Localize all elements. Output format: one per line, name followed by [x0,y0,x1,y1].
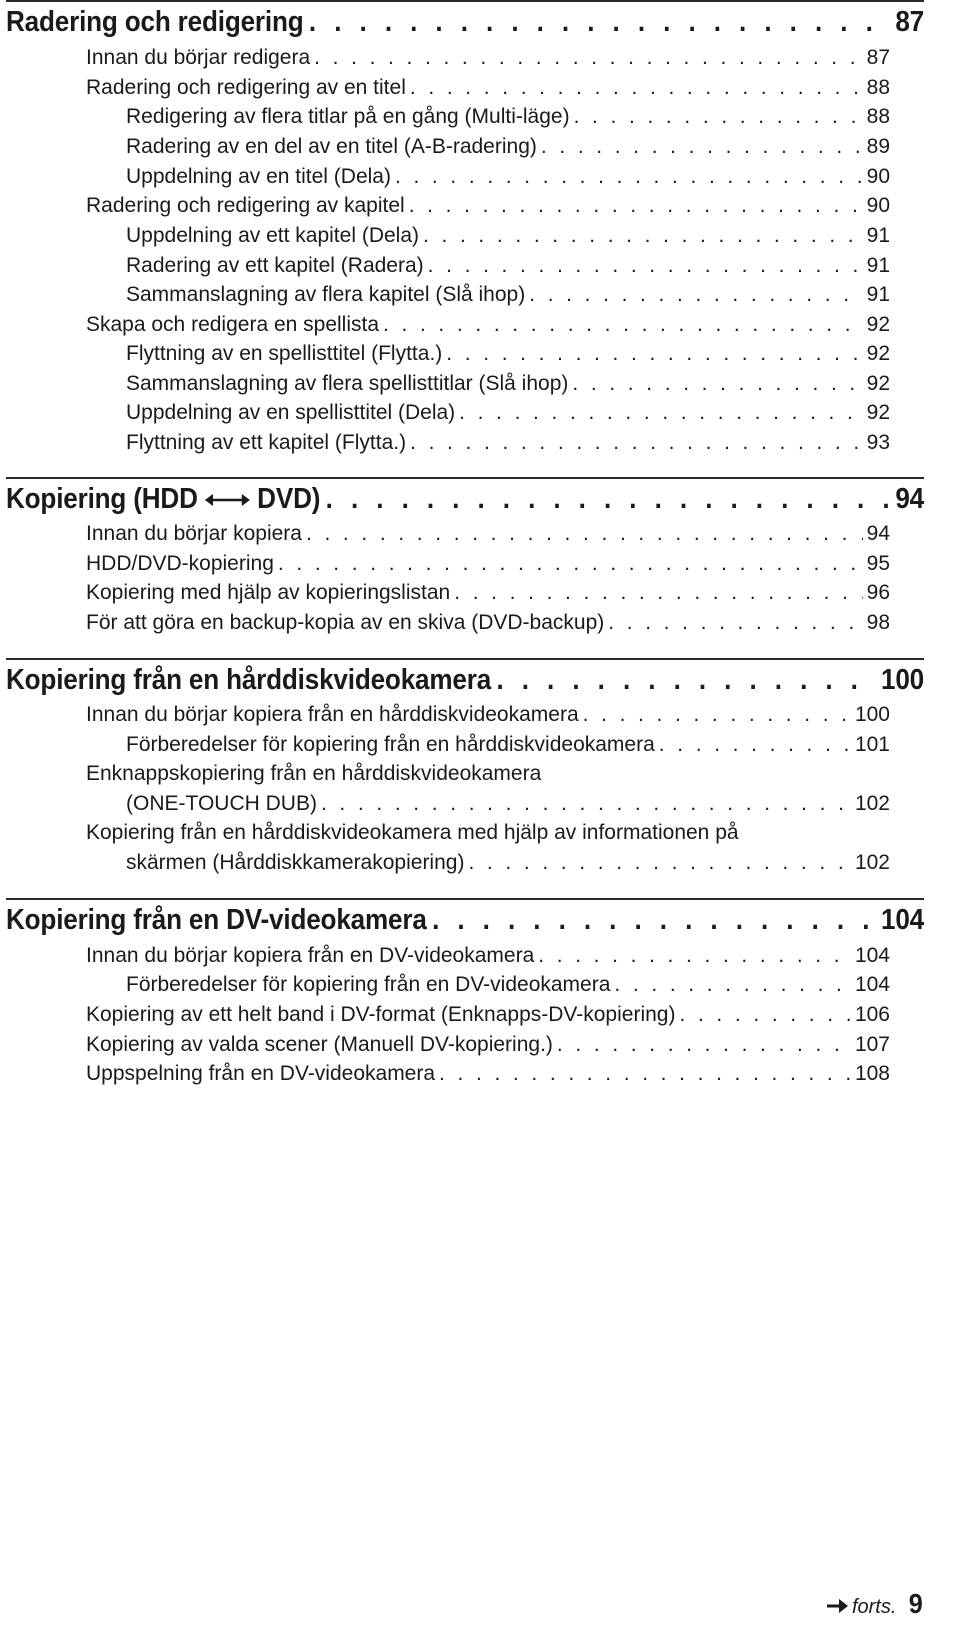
toc-entry[interactable] [86,194,890,224]
entry-page: 88 [866,105,890,128]
continued-label: forts. [851,1596,897,1618]
toc-entry[interactable] [86,1033,890,1063]
page-number: 9 [909,1588,924,1619]
entry-page: 93 [866,431,890,454]
toc-entry[interactable] [86,76,890,106]
dot-leader [314,46,862,70]
dot-leader [278,552,863,576]
toc-entry[interactable] [86,1062,890,1092]
entry-text: Uppspelning från en DV-videokamera [86,1062,436,1085]
entry-page: 96 [866,581,890,604]
entry-page: 90 [866,194,890,217]
entry-page: 87 [866,46,890,69]
section-page: 104 [880,904,924,936]
entry-page: 104 [854,944,890,967]
entry-page: 91 [866,254,890,277]
dot-leader [574,105,863,129]
entry-page: 104 [854,973,890,996]
toc-entry-first-line[interactable] [86,821,890,851]
entry-page: 100 [854,703,890,726]
toc-entry[interactable] [126,372,890,402]
entry-text: Innan du börjar kopiera från en DV-videokamera [86,944,535,967]
toc-entry[interactable] [126,165,890,195]
entry-text: Radering och redigering av en titel [86,76,406,99]
entry-text: Förberedelser för kopiering från en hårddiskvideokamera [126,733,655,756]
dot-leader [583,703,851,727]
entry-text: Förberedelser för kopiering från en DV-videokamera [126,973,611,996]
entry-text: skärmen (Hårddiskkamerakopiering) [126,851,465,874]
entry-text: Radering av ett kapitel (Radera) [126,254,424,277]
dot-leader [428,254,863,278]
toc-entry[interactable] [86,944,890,974]
entry-text: Flyttning av en spellisttitel (Flytta.) [126,342,443,365]
dot-leader [459,401,862,425]
entry-page: 89 [866,135,890,158]
toc-entry[interactable] [86,46,890,76]
entry-text: Uppdelning av en titel (Dela) [126,165,391,188]
entry-text: Sammanslagning av flera kapitel (Slå ihop) [126,283,526,306]
section-title: Radering och redigering [6,6,304,38]
entry-text: Uppdelning av en spellisttitel (Dela) [126,401,456,424]
entry-text: Radering av en del av en titel (A-B-radering) [126,135,537,158]
dot-leader [423,224,863,248]
entry-page: 91 [866,224,890,247]
entry-text: Uppdelning av ett kapitel (Dela) [126,224,419,247]
dot-leader [395,165,863,189]
entry-page: 102 [854,851,890,874]
toc-entry[interactable] [126,733,890,763]
section-title [6,483,320,516]
entry-text: Kopiering från en hårddiskvideokamera med hjälp av informationen på [86,821,739,844]
dot-leader [454,581,862,605]
dot-leader [446,342,862,366]
dot-leader [614,973,851,997]
section-page: 87 [895,6,924,38]
entry-text: Radering och redigering av kapitel [86,194,405,217]
entry-page: 91 [866,283,890,306]
toc-entry[interactable] [126,135,890,165]
toc-entry[interactable] [126,342,890,372]
dot-leader [557,1033,851,1057]
dot-leader [529,283,862,307]
dot-leader [326,483,890,516]
entry-text: Innan du börjar kopiera [86,522,302,545]
toc-entry[interactable] [126,224,890,254]
dot-leader [538,944,851,968]
entry-page: 92 [866,401,890,424]
section-page: 100 [880,664,924,696]
section-title-left: Kopiering (HDD [6,483,198,515]
toc-entry[interactable] [126,254,890,284]
entry-page: 108 [854,1062,890,1085]
section-title-right: DVD) [257,483,321,515]
dot-leader [410,76,863,100]
dot-leader [383,313,863,337]
entry-page: 94 [866,522,890,545]
dot-leader [608,611,862,635]
dot-leader [572,372,862,396]
dot-leader [496,664,875,697]
dot-leader [409,194,863,218]
entry-page: 102 [854,792,890,815]
toc-entry[interactable] [126,431,890,461]
entry-text: Enknappskopiering från en hårddiskvideokamera [86,762,542,785]
entry-text: Redigering av flera titlar på en gång (Multi-läge) [126,105,570,128]
entry-page: 92 [866,313,890,336]
entry-page: 101 [854,733,890,756]
section-title: Kopiering från en hårddiskvideokamera [6,664,492,696]
toc-entry[interactable] [126,283,890,313]
dot-leader [432,904,876,937]
entry-page: 106 [854,1003,890,1026]
toc-entry[interactable] [126,401,890,431]
section-title: Kopiering från en DV-videokamera [6,904,427,936]
entry-text: Kopiering med hjälp av kopieringslistan [86,581,451,604]
toc-entry[interactable] [86,522,890,552]
entry-text: (ONE-TOUCH DUB) [126,792,317,815]
page-footer [826,1588,924,1620]
section-heading[interactable] [6,658,924,700]
entry-text: Kopiering av ett helt band i DV-format (Enknapps-DV-kopiering) [86,1003,676,1026]
double-arrow-icon [205,490,250,510]
dot-leader [410,431,863,455]
section-heading[interactable] [6,477,924,519]
toc-entry[interactable] [126,105,890,135]
entry-page: 98 [866,611,890,634]
dot-leader [439,1062,851,1086]
entry-text: Kopiering av valda scener (Manuell DV-kopiering.) [86,1033,553,1056]
dot-leader [468,851,851,875]
section-page: 94 [895,483,924,515]
section-heading[interactable] [6,0,924,42]
dot-leader [679,1003,850,1027]
entry-text: HDD/DVD-kopiering [86,552,274,575]
toc-entry[interactable] [86,313,890,343]
entry-page: 92 [866,342,890,365]
entry-text: Skapa och redigera en spellista [86,313,380,336]
toc-entry[interactable] [86,703,890,733]
dot-leader [659,733,851,757]
entry-page: 95 [866,552,890,575]
entry-page: 107 [854,1033,890,1056]
entry-text: Innan du börjar redigera [86,46,311,69]
toc-entry[interactable] [126,973,890,1003]
section-heading[interactable] [6,898,924,940]
dot-leader [306,522,863,546]
toc-entry[interactable] [86,581,890,611]
entry-text: Flyttning av ett kapitel (Flytta.) [126,431,407,454]
entry-text: Sammanslagning av flera spellisttitlar (Slå ihop) [126,372,569,395]
toc-entry[interactable] [126,851,890,881]
entry-text: För att göra en backup-kopia av en skiva (DVD-backup) [86,611,605,634]
toc-entry-first-line[interactable] [86,762,890,792]
dot-leader [541,135,863,159]
entry-page: 88 [866,76,890,99]
entry-text: Innan du börjar kopiera från en hårddiskvideokamera [86,703,579,726]
toc-entry[interactable] [126,792,890,822]
entry-page: 92 [866,372,890,395]
continued-arrow-icon [826,1595,848,1613]
dot-leader [309,6,890,39]
dot-leader [321,792,851,816]
toc-entry[interactable] [86,1003,890,1033]
toc-entry[interactable] [86,552,890,582]
toc-entry[interactable] [86,611,890,641]
entry-page: 90 [866,165,890,188]
